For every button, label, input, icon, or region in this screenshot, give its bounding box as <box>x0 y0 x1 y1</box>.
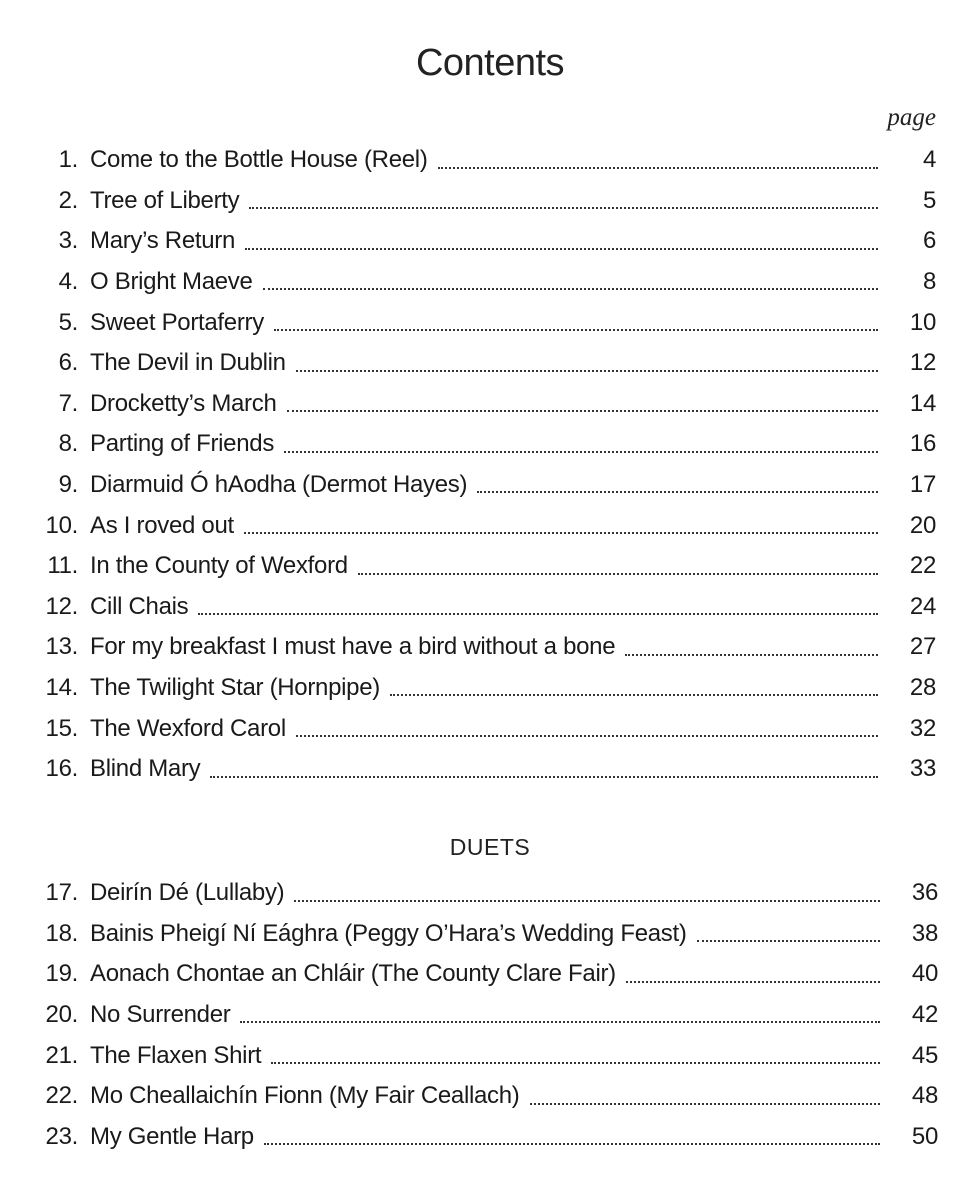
dot-leader <box>294 899 880 902</box>
entry-page-number: 14 <box>909 389 936 417</box>
entry-title: Tree of Liberty <box>90 186 240 214</box>
toc-entry[interactable] <box>0 546 980 587</box>
entry-number: 10. <box>45 511 78 539</box>
page-column-label: page <box>887 104 936 131</box>
dot-leader <box>274 328 878 331</box>
dot-leader <box>210 775 878 778</box>
entry-page-number: 32 <box>909 714 936 742</box>
entry-number: 7. <box>58 389 78 417</box>
dot-leader <box>244 531 878 534</box>
dot-leader <box>697 939 880 942</box>
entry-page-number: 6 <box>922 227 936 255</box>
toc-entry[interactable] <box>0 1117 980 1158</box>
entry-number: 1. <box>58 146 78 174</box>
toc-list <box>0 140 980 790</box>
entry-number: 3. <box>58 227 78 255</box>
entry-number: 22. <box>45 1082 78 1110</box>
entry-title: Aonach Chontae an Chláir (The County Clare Fair) <box>90 960 616 988</box>
entry-page-number: 5 <box>922 186 936 214</box>
dot-leader <box>240 1020 880 1023</box>
toc-entry[interactable] <box>0 587 980 628</box>
entry-title: Diarmuid Ó hAodha (Dermot Hayes) <box>90 471 468 499</box>
toc-entry[interactable] <box>0 995 980 1036</box>
entry-title: As I roved out <box>90 511 234 539</box>
entry-number: 23. <box>45 1122 78 1150</box>
entry-title: The Twilight Star (Hornpipe) <box>90 674 380 702</box>
dot-leader <box>296 734 878 737</box>
entry-title: Deirín Dé (Lullaby) <box>90 879 285 907</box>
entry-title: Sweet Portaferry <box>90 308 264 336</box>
entry-page-number: 17 <box>909 471 936 499</box>
entry-page-number: 8 <box>922 268 936 296</box>
entry-page-number: 38 <box>911 919 938 947</box>
entry-title: My Gentle Harp <box>90 1122 254 1150</box>
dot-leader <box>245 247 878 250</box>
dot-leader <box>477 490 878 493</box>
entry-title: Come to the Bottle House (Reel) <box>90 146 428 174</box>
entry-page-number: 36 <box>911 879 938 907</box>
entry-title: Parting of Friends <box>90 430 275 458</box>
entry-title: In the County of Wexford <box>90 552 348 580</box>
toc-entry[interactable] <box>0 505 980 546</box>
entry-number: 9. <box>58 471 78 499</box>
toc-entry[interactable] <box>0 873 980 914</box>
dot-leader <box>284 450 878 453</box>
toc-entry[interactable] <box>0 668 980 709</box>
toc-entry[interactable] <box>0 221 980 262</box>
toc-entry[interactable] <box>0 1076 980 1117</box>
toc-entry[interactable] <box>0 181 980 222</box>
entry-page-number: 12 <box>909 349 936 377</box>
entry-title: Blind Mary <box>90 755 201 783</box>
duets-list <box>0 873 980 1157</box>
entry-page-number: 48 <box>911 1082 938 1110</box>
dot-leader <box>390 693 878 696</box>
entry-page-number: 40 <box>911 960 938 988</box>
dot-leader <box>626 980 880 983</box>
toc-entry[interactable] <box>0 343 980 384</box>
toc-entry[interactable] <box>0 914 980 955</box>
toc-entry[interactable] <box>0 954 980 995</box>
duets-heading: DUETS <box>449 834 531 860</box>
entry-number: 12. <box>45 592 78 620</box>
entry-number: 5. <box>58 308 78 336</box>
toc-entry[interactable] <box>0 424 980 465</box>
entry-number: 6. <box>58 349 78 377</box>
entry-number: 4. <box>58 268 78 296</box>
toc-entry[interactable] <box>0 262 980 303</box>
entry-title: Mary’s Return <box>90 227 236 255</box>
entry-title: The Flaxen Shirt <box>90 1041 262 1069</box>
entry-number: 21. <box>45 1041 78 1069</box>
dot-leader <box>296 369 878 372</box>
entry-number: 20. <box>45 1001 78 1029</box>
entry-number: 19. <box>45 960 78 988</box>
entry-page-number: 20 <box>909 511 936 539</box>
dot-leader <box>625 653 878 656</box>
entry-page-number: 10 <box>909 308 936 336</box>
entry-title: Mo Cheallaichín Fionn (My Fair Ceallach) <box>90 1082 520 1110</box>
entry-page-number: 50 <box>911 1122 938 1150</box>
entry-title: Bainis Pheigí Ní Eághra (Peggy O’Hara’s Wedding Feast) <box>90 919 687 947</box>
entry-title: For my breakfast I must have a bird without a bone <box>90 633 616 661</box>
dot-leader <box>287 409 878 412</box>
entry-number: 17. <box>45 879 78 907</box>
entry-page-number: 28 <box>909 674 936 702</box>
toc-entry[interactable] <box>0 384 980 425</box>
toc-entry[interactable] <box>0 627 980 668</box>
entry-title: No Surrender <box>90 1001 231 1029</box>
entry-page-number: 24 <box>909 592 936 620</box>
entry-page-number: 22 <box>909 552 936 580</box>
entry-number: 15. <box>45 714 78 742</box>
dot-leader <box>264 1142 880 1145</box>
entry-page-number: 4 <box>922 146 936 174</box>
toc-entry[interactable] <box>0 1035 980 1076</box>
entry-page-number: 45 <box>911 1041 938 1069</box>
entry-title: The Wexford Carol <box>90 714 286 742</box>
dot-leader <box>271 1061 880 1064</box>
dot-leader <box>358 572 878 575</box>
entry-page-number: 33 <box>909 755 936 783</box>
entry-number: 14. <box>45 674 78 702</box>
entry-number: 18. <box>45 919 78 947</box>
toc-entry[interactable] <box>0 465 980 506</box>
dot-leader <box>263 287 878 290</box>
entry-number: 13. <box>45 633 78 661</box>
entry-number: 8. <box>58 430 78 458</box>
entry-number: 2. <box>58 186 78 214</box>
entry-page-number: 42 <box>911 1001 938 1029</box>
toc-entry[interactable] <box>0 749 980 790</box>
entry-title: Drocketty’s March <box>90 389 277 417</box>
toc-entry[interactable] <box>0 302 980 343</box>
entry-title: The Devil in Dublin <box>90 349 286 377</box>
entry-number: 16. <box>45 755 78 783</box>
entry-title: Cill Chais <box>90 592 189 620</box>
toc-entry[interactable] <box>0 140 980 181</box>
entry-page-number: 27 <box>909 633 936 661</box>
page-title: Contents <box>415 42 565 84</box>
entry-number: 11. <box>47 552 78 580</box>
dot-leader <box>530 1102 881 1105</box>
toc-entry[interactable] <box>0 708 980 749</box>
dot-leader <box>438 166 878 169</box>
entry-page-number: 16 <box>909 430 936 458</box>
dot-leader <box>198 612 878 615</box>
entry-title: O Bright Maeve <box>90 268 253 296</box>
dot-leader <box>249 206 878 209</box>
